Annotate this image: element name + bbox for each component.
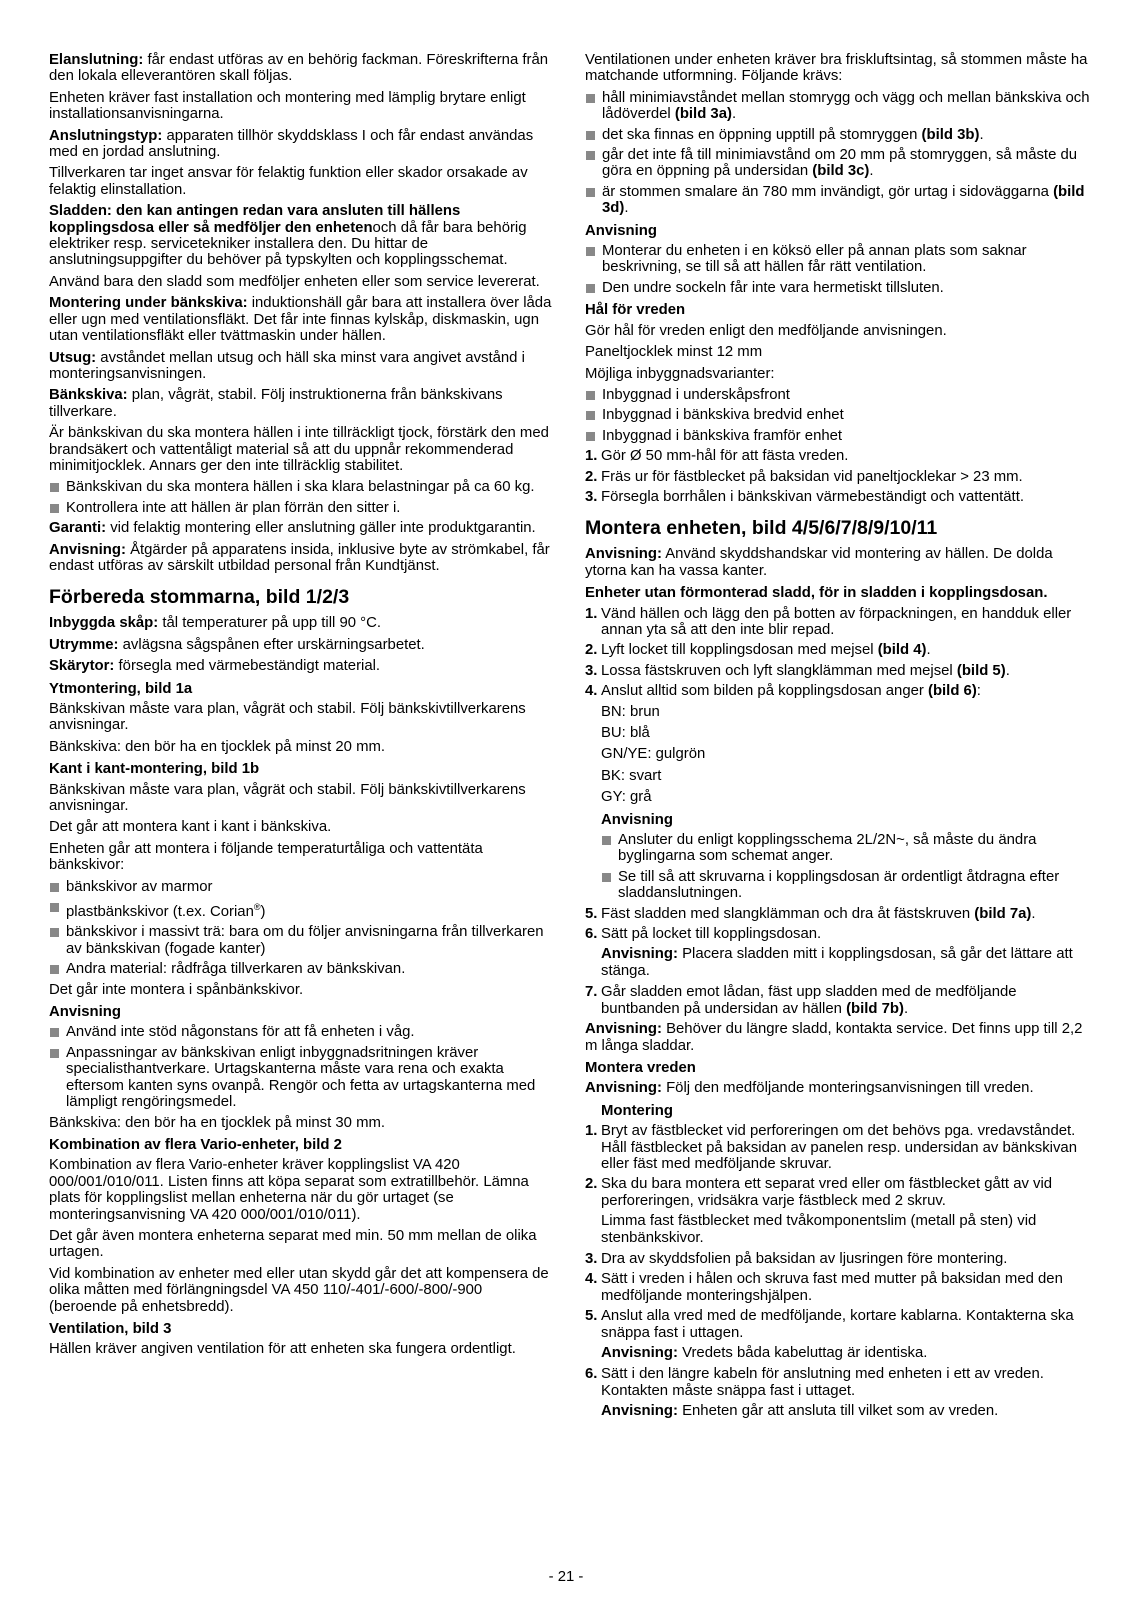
figure-ref: (bild 7b) bbox=[846, 1000, 904, 1017]
bullet-text: Använd inte stöd någonstans för att få enheten i våg. bbox=[66, 1024, 415, 1041]
numbered-step bbox=[585, 489, 1095, 505]
step-number: 5. bbox=[585, 1308, 598, 1325]
term: Anvisning: bbox=[601, 1345, 678, 1361]
bullet-item bbox=[585, 243, 1095, 276]
bullet-text: Kontrollera inte att hällen är plan förrän den sitter i. bbox=[66, 499, 401, 516]
step-text: Dra av skyddsfolien på baksidan av ljusringen före montering. bbox=[601, 1250, 1008, 1267]
bullet-square-icon bbox=[586, 188, 595, 197]
numbered-step bbox=[585, 906, 1095, 922]
numbered-step bbox=[585, 642, 1095, 658]
step-text: . bbox=[1005, 662, 1010, 679]
step-number: 6. bbox=[585, 1366, 598, 1383]
term: Utrymme: bbox=[49, 636, 119, 653]
step-text: Sätt på locket till kopplingsdosan. bbox=[601, 926, 822, 943]
numbered-step bbox=[585, 1366, 1095, 1399]
bullet-item bbox=[49, 879, 554, 895]
bullet-item bbox=[585, 127, 1095, 143]
subheading: Montering bbox=[601, 1102, 673, 1119]
term: Inbyggda skåp: bbox=[49, 615, 159, 632]
bullet-item bbox=[49, 899, 554, 920]
text: Vredets båda kabeluttag är identiska. bbox=[677, 1345, 928, 1361]
step-note bbox=[585, 1345, 1095, 1361]
bullet-text: ) bbox=[260, 904, 266, 921]
step-note bbox=[585, 946, 1095, 979]
bullet-text: det ska finnas en öppning upptill på stomryggen bbox=[602, 126, 922, 143]
paragraph bbox=[49, 658, 554, 674]
bullet-item bbox=[49, 961, 554, 977]
term: Anslutningstyp: bbox=[49, 127, 163, 144]
step-number: 2. bbox=[585, 468, 598, 485]
step-text: Fäst sladden med slangklämman och dra åt fästskruven bbox=[601, 905, 975, 922]
bullet-text: Inbyggnad i bänkskiva bredvid enhet bbox=[602, 407, 844, 424]
text: Placera sladden mitt i kopplingsdosan, så går det lättare att stänga. bbox=[601, 946, 1073, 979]
paragraph: Använd bara den sladd som medföljer enheten eller som service levererat. bbox=[49, 273, 540, 290]
bullet-item bbox=[601, 869, 1095, 902]
paragraph bbox=[49, 350, 554, 383]
bullet-text: . bbox=[979, 126, 984, 143]
subheading: Kant i kant-montering, bild 1b bbox=[49, 761, 260, 778]
step-text: : bbox=[976, 683, 981, 700]
step-number: 2. bbox=[585, 642, 598, 659]
step-note bbox=[585, 1403, 1095, 1419]
step-text: Försegla borrhålen i bänkskivan värmebeständigt och vattentätt. bbox=[601, 488, 1024, 505]
bullet-square-icon bbox=[50, 883, 59, 892]
bullet-square-icon bbox=[586, 151, 595, 160]
paragraph: Är bänkskivan du ska montera hällen i inte tillräckligt tjock, förstärk den med brandsäkert och vattentåligt material så att du uppnår rekommenderad minimitjocklek. Annars ger den inte tillräcklig stabilitet. bbox=[49, 425, 549, 474]
step-text: Bryt av fästblecket vid perforeringen om det behövs pga. vredavståndet. Håll fästblecket på baksidan av panelen resp. undersidan av bänkskivan eller fäst med medföljande skruvar. bbox=[601, 1123, 1077, 1172]
bullet-square-icon bbox=[50, 1049, 59, 1058]
left-column bbox=[49, 52, 554, 1363]
bullet-text: går det inte få till minimiavstånd om 20 mm på stomryggen, så måste du göra en öppning på undersidan bbox=[602, 147, 1078, 180]
subheading: Anvisning bbox=[585, 222, 657, 239]
figure-ref: (bild 5) bbox=[956, 662, 1006, 679]
term: Anvisning: bbox=[601, 1403, 678, 1420]
subheading: Hål för vreden bbox=[585, 302, 686, 319]
bullet-item bbox=[585, 90, 1095, 123]
subheading: Ytmontering, bild 1a bbox=[49, 680, 193, 697]
step-text: Anslut alltid som bilden på kopplingsdosan anger bbox=[601, 683, 928, 700]
paragraph: Det går inte montera i spånbänkskivor. bbox=[49, 981, 304, 998]
step-number: 4. bbox=[585, 683, 598, 700]
step-text: Gör Ø 50 mm-hål för att fästa vreden. bbox=[601, 448, 849, 465]
term: Anvisning: bbox=[585, 1080, 662, 1097]
bullet-text: är stommen smalare än 780 mm invändigt, gör urtag i sidoväggarna bbox=[602, 183, 1054, 200]
step-number: 1. bbox=[585, 1123, 598, 1140]
subheading: Montera vreden bbox=[585, 1059, 696, 1076]
text: Åtgärder på apparatens insida, inklusive byte av strömkabel, får endast utföras av särskilt utbildad personal från Kundtjänst. bbox=[49, 541, 550, 574]
bullet-item bbox=[585, 184, 1095, 217]
subheading: Ventilation, bild 3 bbox=[49, 1320, 172, 1337]
text: Följ den medföljande monteringsanvisningen till vreden. bbox=[661, 1080, 1034, 1097]
bullet-text: . bbox=[869, 163, 874, 180]
text: plan, vågrät, stabil. Följ instruktionerna från bänkskivans tillverkare. bbox=[49, 387, 503, 420]
step-number: 3. bbox=[585, 662, 598, 679]
section-heading: Förbereda stommarna, bild 1/2/3 bbox=[49, 586, 350, 609]
figure-ref: (bild 3a) bbox=[674, 106, 732, 123]
numbered-step bbox=[585, 1176, 1095, 1209]
paragraph bbox=[49, 637, 554, 653]
wire-color-item: BN: brun bbox=[601, 703, 660, 720]
bullet-text: bänkskivor i massivt trä: bara om du följer anvisningarna från tillverkaren av bänkskivan (fogade kanter) bbox=[66, 924, 544, 957]
bullet-square-icon bbox=[586, 94, 595, 103]
paragraph bbox=[49, 520, 554, 536]
paragraph bbox=[49, 295, 554, 344]
text: induktionshäll går bara att installera över låda eller ugn med ventilationsfläkt. Det får inte finnas kylskåp, diskmaskin, ugn utan ventilationsfläkt eller tvättmaskin under hällen. bbox=[49, 295, 552, 345]
bullet-text: Bänkskivan du ska montera hällen i ska klara belastningar på ca 60 kg. bbox=[66, 479, 535, 496]
subheading: Kombination av flera Vario-enheter, bild 2 bbox=[49, 1136, 342, 1153]
numbered-step bbox=[585, 606, 1095, 639]
numbered-step bbox=[585, 984, 1095, 1017]
bullet-square-icon bbox=[50, 965, 59, 974]
text: Använd skyddshandskar vid montering av hällen. De dolda ytorna kan ha vassa kanter. bbox=[585, 546, 1053, 579]
text: tål temperaturer på upp till 90 °C. bbox=[158, 615, 382, 632]
step-number: 2. bbox=[585, 1176, 598, 1193]
bullet-text: . bbox=[624, 200, 629, 217]
step-text: . bbox=[1031, 905, 1036, 922]
figure-ref: (bild 3c) bbox=[812, 163, 870, 180]
paragraph bbox=[49, 387, 554, 420]
text: försegla med värmebeständigt material. bbox=[114, 658, 381, 675]
figure-ref: (bild 3d) bbox=[602, 183, 1085, 217]
bullet-text: Ansluter du enligt kopplingsschema 2L/2N~, så måste du ändra byglingarna som schemat anger. bbox=[618, 832, 1037, 865]
wire-color-item: BU: blå bbox=[601, 725, 650, 741]
step-text: . bbox=[926, 642, 931, 659]
wire-color-item: BK: svart bbox=[601, 767, 662, 784]
bullet-square-icon bbox=[50, 928, 59, 937]
paragraph: Ventilationen under enheten kräver bra friskluftsintag, så stommen måste ha matchande utformning. Följande krävs: bbox=[585, 52, 1088, 85]
paragraph bbox=[49, 542, 554, 575]
term: Utsug: bbox=[49, 349, 97, 366]
bullet-square-icon bbox=[586, 432, 595, 441]
step-text: Vänd hällen och lägg den på botten av förpackningen, en handduk eller annan yta så att den inte blir repad. bbox=[601, 605, 1072, 638]
bullet-text: Anpassningar av bänkskivan enligt inbyggnadsritningen kräver specialisthantverkare. Urtagskanterna måste vara rena och exakta eftersom kanten syns ovanpå. Rengör och fetta av urtagskanterna med lämpligt rengöringsmedel. bbox=[66, 1044, 536, 1111]
step-text: Går sladden emot lådan, fäst upp sladden med de medföljande buntbanden på undersidan av hällen bbox=[601, 984, 1017, 1017]
paragraph bbox=[49, 203, 554, 269]
bullet-item bbox=[585, 428, 1095, 444]
bullet-item bbox=[49, 1024, 554, 1040]
subheading: Anvisning bbox=[49, 1004, 121, 1021]
numbered-step bbox=[585, 926, 1095, 942]
bullet-item bbox=[585, 387, 1095, 403]
text: avlägsna sågspånen efter urskärningsarbetet. bbox=[118, 636, 425, 653]
wire-color-item: GY: grå bbox=[601, 789, 652, 806]
bullet-item bbox=[585, 280, 1095, 296]
paragraph: Hällen kräver angiven ventilation för att enheten ska fungera ordentligt. bbox=[49, 1341, 516, 1358]
right-column bbox=[585, 52, 1095, 1425]
bullet-square-icon bbox=[50, 903, 59, 912]
step-text: Anslut alla vred med de medföljande, kortare kablarna. Kontakterna ska snäppa fast i uttagen. bbox=[601, 1308, 1074, 1341]
term: Anvisning: bbox=[585, 1021, 662, 1038]
numbered-step bbox=[585, 448, 1095, 464]
paragraph: Vid kombination av enheter med eller utan skydd går det att kompensera de olika måtten med förlängningsdel VA 450 110/-401/-600/-800/-900 (beroende på enhetsbredd). bbox=[49, 1265, 549, 1315]
step-number: 1. bbox=[585, 605, 598, 622]
figure-ref: (bild 6) bbox=[927, 683, 977, 700]
bullet-square-icon bbox=[50, 1028, 59, 1037]
term: Elanslutning: bbox=[49, 52, 144, 68]
bullet-square-icon bbox=[586, 391, 595, 400]
bullet-square-icon bbox=[602, 873, 611, 882]
bullet-item bbox=[49, 924, 554, 957]
paragraph bbox=[49, 615, 554, 631]
text: Enheten går att ansluta till vilket som av vreden. bbox=[677, 1403, 999, 1420]
figure-ref: (bild 3b) bbox=[921, 126, 980, 143]
figure-ref: (bild 4) bbox=[877, 642, 927, 659]
bullet-item bbox=[585, 407, 1095, 423]
bullet-item bbox=[49, 500, 554, 516]
paragraph bbox=[585, 1021, 1095, 1054]
paragraph: Bänkskiva: den bör ha en tjocklek på minst 20 mm. bbox=[49, 738, 386, 755]
numbered-step bbox=[585, 469, 1095, 485]
term: Sladden: den kan antingen redan vara ansluten till hällens kopplingsdosa eller så medföljer den enheten bbox=[49, 203, 461, 236]
bullet-square-icon bbox=[50, 504, 59, 513]
text: apparaten tillhör skyddsklass I och får endast användas med en jordad anslutning. bbox=[49, 127, 534, 161]
bullet-item bbox=[585, 147, 1095, 180]
paragraph: Gör hål för vreden enligt den medföljande anvisningen. bbox=[585, 322, 947, 339]
paragraph bbox=[585, 546, 1095, 579]
bullet-text: Inbyggnad i bänkskiva framför enhet bbox=[602, 427, 843, 444]
bullet-square-icon bbox=[586, 411, 595, 420]
text: vid felaktig montering eller anslutning gäller inte produktgarantin. bbox=[106, 520, 536, 537]
numbered-step bbox=[585, 683, 1095, 699]
figure-ref: (bild 7a) bbox=[974, 905, 1032, 922]
bullet-text: Andra material: rådfråga tillverkaren av bänkskivan. bbox=[66, 961, 406, 978]
bullet-text: bänkskivor av marmor bbox=[66, 878, 213, 895]
term: Anvisning: bbox=[585, 546, 662, 563]
numbered-step bbox=[585, 663, 1095, 679]
term: Bänkskiva: bbox=[49, 387, 128, 404]
bullet-item bbox=[49, 1045, 554, 1111]
subheading: Anvisning bbox=[601, 811, 673, 828]
paragraph: Paneltjocklek minst 12 mm bbox=[585, 344, 763, 361]
bullet-text: håll minimiavståndet mellan stomrygg och vägg och mellan bänkskiva och lådöverdel bbox=[602, 89, 1090, 123]
numbered-step bbox=[585, 1271, 1095, 1304]
paragraph bbox=[49, 52, 554, 85]
paragraph bbox=[585, 1080, 1095, 1096]
step-text: Ska du bara montera ett separat vred eller om fästblecket gått av vid perforeringen, vridsäkra varje fästbleck med 2 skruv. bbox=[601, 1176, 1053, 1209]
step-number: 4. bbox=[585, 1271, 598, 1288]
bullet-text: Inbyggnad i underskåpsfront bbox=[602, 386, 790, 403]
numbered-step bbox=[585, 1123, 1095, 1172]
step-text: . bbox=[903, 1000, 909, 1017]
term: Anvisning: bbox=[49, 541, 126, 558]
paragraph: Enheten kräver fast installation och montering med lämplig brytare enligt installationsanvisningarna. bbox=[49, 89, 526, 123]
step-number: 3. bbox=[585, 1250, 598, 1267]
text: avståndet mellan utsug och häll ska minst vara angivet avstånd i monteringsanvisningen. bbox=[49, 349, 525, 382]
step-number: 7. bbox=[585, 984, 598, 1001]
paragraph bbox=[49, 128, 554, 161]
bullet-item bbox=[49, 479, 554, 495]
step-number: 5. bbox=[585, 905, 598, 922]
term: Skärytor: bbox=[49, 658, 115, 675]
step-text: Lyft locket till kopplingsdosan med mejsel bbox=[601, 642, 878, 659]
step-number: 6. bbox=[585, 926, 598, 943]
bullet-text: plastbänkskivor (t.ex. Corian bbox=[66, 904, 254, 921]
paragraph: Det går även montera enheterna separat med min. 50 mm mellan de olika urtagen. bbox=[49, 1227, 537, 1261]
text: får endast utföras av en behörig fackman. Föreskrifterna från den lokala elleverantören skall följas. bbox=[49, 52, 549, 85]
subheading: Enheter utan förmonterad sladd, för in sladden i kopplingsdosan. bbox=[585, 585, 1048, 602]
bullet-square-icon bbox=[586, 247, 595, 256]
step-note: Limma fast fästblecket med tvåkomponentslim (metall på sten) vid stenbänkskivor. bbox=[601, 1213, 1037, 1246]
bullet-text: . bbox=[731, 106, 737, 123]
step-text: Sätt i vreden i hålen och skruva fast med mutter på baksidan med den medföljande monteringshjälpen. bbox=[601, 1271, 1063, 1304]
paragraph: Möjliga inbyggnadsvarianter: bbox=[585, 365, 775, 382]
step-number: 3. bbox=[585, 488, 598, 505]
bullet-item bbox=[601, 832, 1095, 865]
paragraph: Bänkskivan måste vara plan, vågrät och stabil. Följ bänkskivtillverkarens anvisningar. bbox=[49, 781, 526, 815]
step-text: Lossa fästskruven och lyft slangklämman med mejsel bbox=[601, 662, 957, 679]
bullet-text: Den undre sockeln får inte vara hermetiskt tillsluten. bbox=[602, 279, 944, 296]
indented-note-block bbox=[585, 812, 1095, 902]
bullet-text: Monterar du enheten i en köksö eller på annan plats som saknar beskrivning, se till så att hällen får rätt ventilation. bbox=[602, 243, 1027, 276]
bullet-square-icon bbox=[586, 131, 595, 140]
term: Garanti: bbox=[49, 520, 107, 537]
step-text: Sätt i den längre kabeln för anslutning med enheten i ett av vreden. Kontakten måste snäppa fast i uttaget. bbox=[601, 1366, 1044, 1399]
paragraph: Det går att montera kant i kant i bänkskiva. bbox=[49, 819, 332, 836]
registered-mark: ® bbox=[253, 902, 261, 913]
text: och då får bara behörig elektriker resp. servicetekniker installera den. Du hittar de anslutningsuppgifter du behöver på typskylten och kopplingsschemat. bbox=[49, 219, 527, 269]
numbered-step bbox=[585, 1308, 1095, 1341]
step-number: 1. bbox=[585, 448, 598, 465]
paragraph: Bänkskivan måste vara plan, vågrät och stabil. Följ bänkskivtillverkarens anvisningar. bbox=[49, 701, 526, 734]
term: Montering under bänkskiva: bbox=[49, 295, 248, 312]
section-heading: Montera enheten, bild 4/5/6/7/8/9/10/11 bbox=[585, 517, 938, 540]
step-text: Fräs ur för fästblecket på baksidan vid paneltjocklekar > 23 mm. bbox=[601, 468, 1023, 485]
paragraph: Bänkskiva: den bör ha en tjocklek på minst 30 mm. bbox=[49, 1114, 386, 1131]
term: Anvisning: bbox=[601, 946, 678, 963]
bullet-square-icon bbox=[602, 836, 611, 845]
wire-color-item: GN/YE: gulgrön bbox=[601, 746, 706, 763]
paragraph: Kombination av flera Vario-enheter kräver kopplingslist VA 420 000/001/010/011. Listen finns att köpa separat som extratillbehör. Lämna plats för kopplingslist mellan enheterna när du gör urtaget (se monteringsanvisning VA 420 000/001/010/011). bbox=[49, 1157, 529, 1223]
text: Behöver du längre sladd, kontakta service. Det finns upp till 2,2 m långa sladdar. bbox=[585, 1021, 1083, 1054]
bullet-square-icon bbox=[586, 284, 595, 293]
bullet-square-icon bbox=[50, 483, 59, 492]
paragraph: Tillverkaren tar inget ansvar för felaktig funktion eller skador orsakade av felaktig elinstallation. bbox=[49, 165, 528, 198]
numbered-step bbox=[585, 1251, 1095, 1267]
bullet-text: Se till så att skruvarna i kopplingsdosan är ordentligt åtdragna efter sladdanslutningen. bbox=[618, 868, 1060, 902]
page-number: - 21 - bbox=[548, 1569, 584, 1585]
paragraph: Enheten går att montera i följande temperaturtåliga och vattentäta bänkskivor: bbox=[49, 840, 483, 874]
